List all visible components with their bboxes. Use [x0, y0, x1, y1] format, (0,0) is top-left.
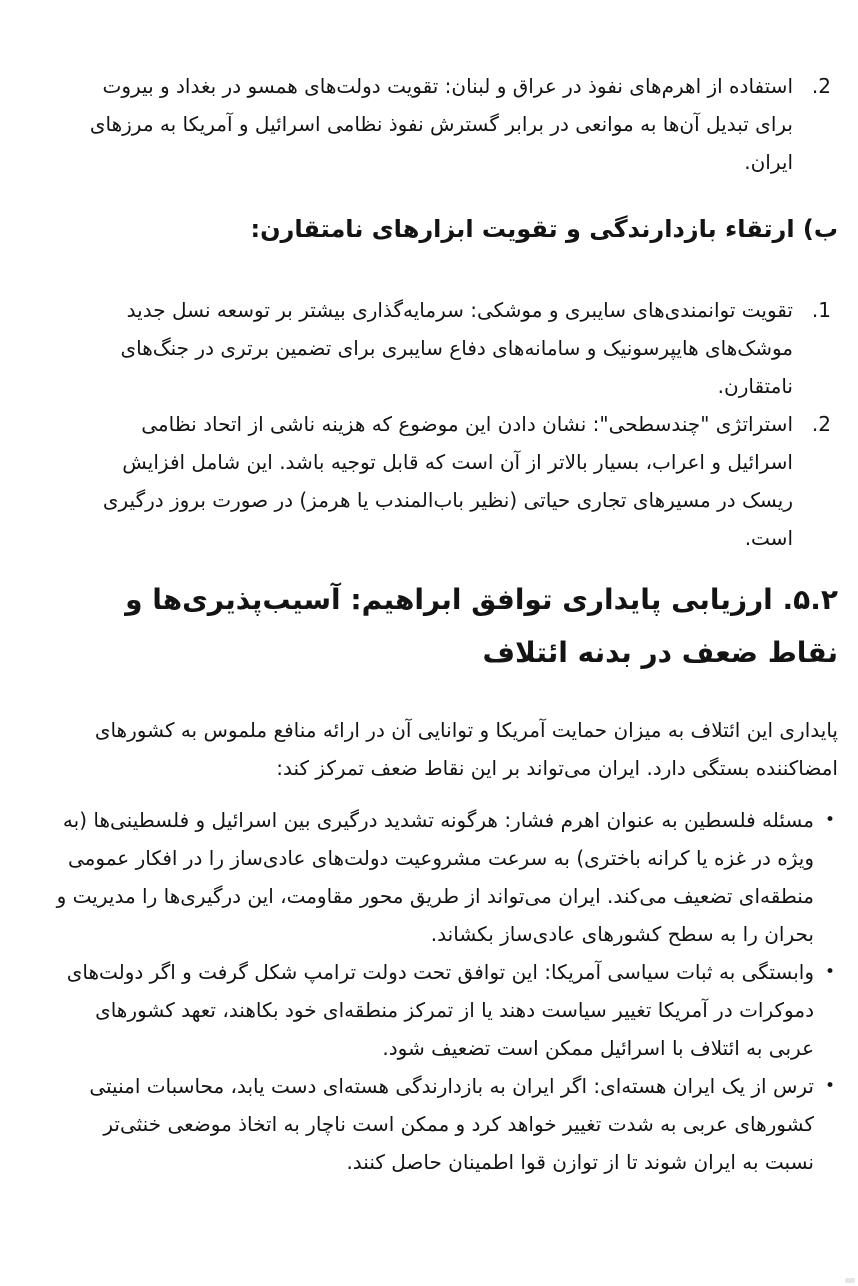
list-item [50, 1067, 835, 1181]
list-item [50, 801, 835, 953]
list-item-text: استفاده از اهرم‌های نفوذ در عراق و لبنان: تقویت دولت‌های همسو در بغداد و بیروت برای تبدیل آن‌ها به موانعی در برابر گسترش نفوذ نظامی اسرائیل و آمریکا به مرزهای ایران. [89, 74, 793, 174]
scroll-indicator[interactable] [845, 1278, 855, 1283]
list-item [75, 405, 831, 557]
bullet-marker: • [824, 962, 835, 982]
list-item-text: مسئله فلسطین به عنوان اهرم فشار: هرگونه تشدید درگیری بین اسرائیل و فلسطینی‌ها (به ویژه در غزه یا کرانه باختری) به سرعت مشروعیت دولت‌های عادی‌ساز را در افکار عمومی منطقه‌ای تضعیف می‌کند. ایران می‌تواند از طریق محور مقاومت، این درگیری‌ها را مدیریت و بحران را به سطح کشورهای عادی‌ساز بکشاند. [56, 808, 814, 946]
list-item [75, 291, 831, 405]
section-heading-5-2: ۵.۲. ارزیابی پایداری توافق ابراهیم: آسیب‌پذیری‌ها و نقاط ضعف در بدنه ائتلاف [125, 583, 838, 669]
list-item-number: 2. [811, 74, 831, 98]
list-item-number: 2. [811, 412, 831, 436]
list-item-text: استراتژی "چندسطحی": نشان دادن این موضوع که هزینه ناشی از اتحاد نظامی اسرائیل و اعراب، بسیار بالاتر از آن است که قابل توجیه باشد. این شامل افزایش ریسک در مسیرهای تجاری حیاتی (نظیر باب‌المندب یا هرمز) در صورت بروز درگیری است. [102, 412, 793, 550]
numbered-list-section-b [20, 291, 838, 557]
list-item-text: ترس از یک ایران هسته‌ای: اگر ایران به بازدارندگی هسته‌ای دست یابد، محاسبات امنیتی کشورهای عربی به شدت تغییر خواهد کرد و ممکن است ناچار به اتخاذ موضعی خنثی‌تر نسبت به ایران شوند تا از توازن قوا اطمینان حاصل کنند. [89, 1074, 814, 1174]
numbered-list-continued [20, 67, 838, 181]
bullet-list-weak-points [20, 801, 838, 1181]
subsection-heading-b: ب) ارتقاء بازدارندگی و تقویت ابزارهای نامتقارن: [250, 215, 838, 243]
list-item-text: تقویت توانمندی‌های سایبری و موشکی: سرمایه‌گذاری بیشتر بر توسعه نسل جدید موشک‌های هایپرسونیک و سامانه‌های دفاع سایبری برای تضمین برتری در جنگ‌های نامتقارن. [120, 298, 793, 398]
list-item-text: وابستگی به ثبات سیاسی آمریکا: این توافق تحت دولت ترامپ شکل گرفت و اگر دولت‌های دموکرات در آمریکا تغییر سیاست دهند یا از تمرکز منطقه‌ای خود بکاهند، تعهد کشورهای عربی به ائتلاف با اسرائیل ممکن است تضعیف شود. [66, 960, 814, 1060]
bullet-marker: • [824, 1076, 835, 1096]
list-item-number: 1. [811, 298, 831, 322]
list-item [50, 953, 835, 1067]
intro-paragraph: پایداری این ائتلاف به میزان حمایت آمریکا و توانایی آن در ارائه منافع ملموس به کشورهای امضاکننده بستگی دارد. ایران می‌تواند بر این نقاط ضعف تمرکز کند: [94, 718, 838, 780]
bullet-marker: • [824, 810, 835, 830]
list-item [75, 67, 831, 181]
